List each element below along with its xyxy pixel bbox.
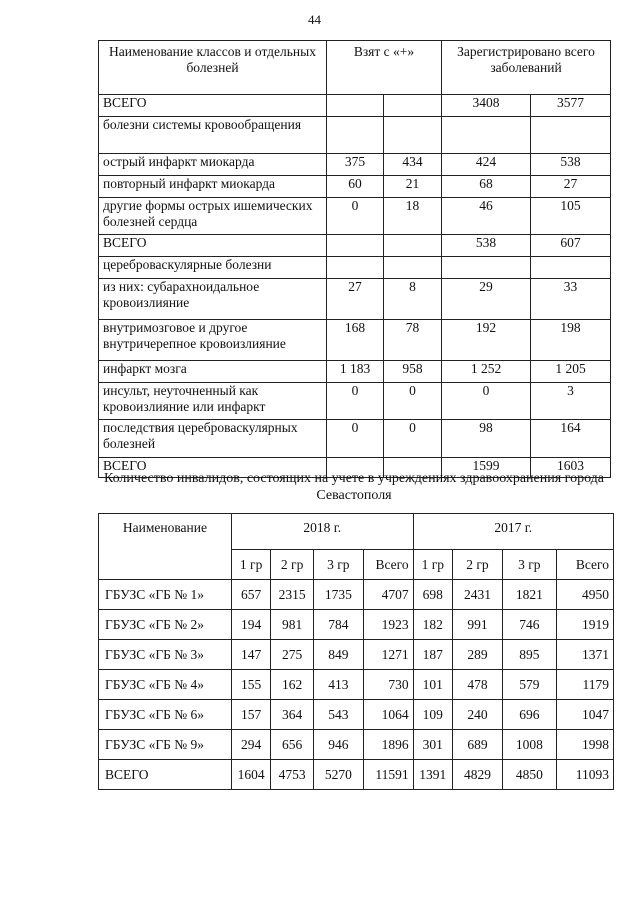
value-cell: 162 (271, 670, 314, 700)
taken-value-cell: 0 (327, 198, 384, 235)
table-row (99, 610, 614, 640)
header-year-2018: 2018 г. (231, 514, 413, 550)
value-cell: 1271 (363, 640, 413, 670)
registered-value-cell: 538 (531, 154, 611, 176)
value-cell: 689 (453, 730, 503, 760)
value-cell: 579 (502, 670, 556, 700)
taken-value-cell: 78 (384, 320, 442, 361)
value-cell: 5270 (313, 760, 363, 790)
taken-value-cell: 375 (327, 154, 384, 176)
taken-value-cell: 8 (384, 279, 442, 320)
value-cell: 187 (413, 640, 452, 670)
taken-value-cell (384, 257, 442, 279)
value-cell: 101 (413, 670, 452, 700)
taken-value-cell: 0 (384, 383, 442, 420)
table-row (99, 257, 611, 279)
value-cell: 1919 (556, 610, 613, 640)
value-cell: 991 (453, 610, 503, 640)
value-cell: 895 (502, 640, 556, 670)
disease-name-cell: другие формы острых ишемических болезней сердца (99, 198, 327, 235)
registered-value-cell: 46 (442, 198, 531, 235)
value-cell: 4950 (556, 580, 613, 610)
value-cell: 157 (231, 700, 270, 730)
registered-value-cell (442, 117, 531, 154)
value-cell: 155 (231, 670, 270, 700)
value-cell: 1008 (502, 730, 556, 760)
registered-value-cell: 424 (442, 154, 531, 176)
table-row (99, 670, 614, 700)
header-name: Наименование (99, 514, 232, 580)
disease-name-cell: ВСЕГО (99, 235, 327, 257)
registered-value-cell: 192 (442, 320, 531, 361)
value-cell: 1391 (413, 760, 452, 790)
disease-name-cell: инсульт, неуточненный как кровоизлияние или инфаркт (99, 383, 327, 420)
table-row (99, 420, 611, 458)
disease-name-cell: болезни системы кровообращения (99, 117, 327, 154)
header-disease-name: Наименование классов и отдельных болезней (99, 41, 327, 95)
value-cell: 2315 (271, 580, 314, 610)
value-cell: 1179 (556, 670, 613, 700)
subheader-cell: 3 гр (313, 550, 363, 580)
value-cell: 194 (231, 610, 270, 640)
table-row (99, 198, 611, 235)
taken-value-cell (327, 257, 384, 279)
header-year-2017: 2017 г. (413, 514, 613, 550)
value-cell: 301 (413, 730, 452, 760)
value-cell: 656 (271, 730, 314, 760)
value-cell: 1998 (556, 730, 613, 760)
subheader-cell: Всего (363, 550, 413, 580)
value-cell: 147 (231, 640, 270, 670)
table-row (99, 279, 611, 320)
taken-value-cell (384, 117, 442, 154)
taken-value-cell (327, 117, 384, 154)
table-row (99, 176, 611, 198)
taken-value-cell: 21 (384, 176, 442, 198)
registered-value-cell (442, 257, 531, 279)
registered-value-cell: 164 (531, 420, 611, 458)
value-cell: 543 (313, 700, 363, 730)
value-cell: 109 (413, 700, 452, 730)
disease-name-cell: острый инфаркт миокарда (99, 154, 327, 176)
disabled-persons-table (98, 513, 614, 790)
taken-value-cell: 60 (327, 176, 384, 198)
value-cell: 275 (271, 640, 314, 670)
registered-value-cell: 1603 (531, 458, 611, 478)
registered-value-cell: 1 205 (531, 361, 611, 383)
value-cell: 1923 (363, 610, 413, 640)
value-cell: 240 (453, 700, 503, 730)
subheader-cell: 1 гр (413, 550, 452, 580)
table-row (99, 235, 611, 257)
value-cell: 11093 (556, 760, 613, 790)
registered-value-cell (531, 257, 611, 279)
hospital-name-cell: ГБУЗС «ГБ № 1» (99, 580, 232, 610)
value-cell: 981 (271, 610, 314, 640)
table-header-row (99, 41, 611, 95)
value-cell: 4829 (453, 760, 503, 790)
registered-value-cell: 29 (442, 279, 531, 320)
header-taken: Взят с «+» (327, 41, 442, 95)
value-cell: 364 (271, 700, 314, 730)
table-caption: Количество инвалидов, состоящих на учете в учреждениях здравоохранения города Севастополя (103, 471, 605, 503)
taken-value-cell: 958 (384, 361, 442, 383)
value-cell: 4707 (363, 580, 413, 610)
registered-value-cell: 0 (442, 383, 531, 420)
subheader-cell: 2 гр (453, 550, 503, 580)
value-cell: 657 (231, 580, 270, 610)
subheader-cell: Всего (556, 550, 613, 580)
value-cell: 413 (313, 670, 363, 700)
value-cell: 289 (453, 640, 503, 670)
table-row (99, 117, 611, 154)
registered-value-cell: 198 (531, 320, 611, 361)
table-row (99, 154, 611, 176)
value-cell: 784 (313, 610, 363, 640)
disease-name-cell: инфаркт мозга (99, 361, 327, 383)
table-row (99, 361, 611, 383)
table-year-row (99, 514, 614, 550)
registered-value-cell: 68 (442, 176, 531, 198)
disease-name-cell: ВСЕГО (99, 458, 327, 478)
taken-value-cell (384, 235, 442, 257)
hospital-name-cell: ГБУЗС «ГБ № 3» (99, 640, 232, 670)
registered-value-cell: 98 (442, 420, 531, 458)
disease-name-cell: внутримозговое и другое внутричерепное кровоизлияние (99, 320, 327, 361)
value-cell: 746 (502, 610, 556, 640)
taken-value-cell: 1 183 (327, 361, 384, 383)
value-cell: 4850 (502, 760, 556, 790)
taken-value-cell: 0 (327, 383, 384, 420)
table-row (99, 700, 614, 730)
value-cell: 696 (502, 700, 556, 730)
subheader-cell: 1 гр (231, 550, 270, 580)
table-row (99, 320, 611, 361)
registered-value-cell: 33 (531, 279, 611, 320)
table-row (99, 95, 611, 117)
taken-value-cell: 0 (327, 420, 384, 458)
taken-value-cell (327, 95, 384, 117)
disease-name-cell: цереброваскулярные болезни (99, 257, 327, 279)
taken-value-cell: 27 (327, 279, 384, 320)
taken-value-cell: 168 (327, 320, 384, 361)
value-cell: 698 (413, 580, 452, 610)
value-cell: 849 (313, 640, 363, 670)
table-row (99, 760, 614, 790)
header-registered: Зарегистрировано всего заболеваний (442, 41, 611, 95)
table-row (99, 640, 614, 670)
disease-name-cell: ВСЕГО (99, 95, 327, 117)
disease-name-cell: последствия цереброваскулярных болезней (99, 420, 327, 458)
disease-name-cell: повторный инфаркт миокарда (99, 176, 327, 198)
value-cell: 946 (313, 730, 363, 760)
registered-value-cell: 3 (531, 383, 611, 420)
hospital-name-cell: ГБУЗС «ГБ № 4» (99, 670, 232, 700)
value-cell: 730 (363, 670, 413, 700)
value-cell: 1064 (363, 700, 413, 730)
value-cell: 2431 (453, 580, 503, 610)
value-cell: 1371 (556, 640, 613, 670)
value-cell: 1047 (556, 700, 613, 730)
value-cell: 11591 (363, 760, 413, 790)
taken-value-cell: 434 (384, 154, 442, 176)
table-row (99, 383, 611, 420)
taken-value-cell: 0 (384, 420, 442, 458)
registered-value-cell: 3408 (442, 95, 531, 117)
value-cell: 1735 (313, 580, 363, 610)
registered-value-cell: 105 (531, 198, 611, 235)
hospital-name-cell: ГБУЗС «ГБ № 6» (99, 700, 232, 730)
value-cell: 1821 (502, 580, 556, 610)
registered-value-cell: 538 (442, 235, 531, 257)
registered-value-cell: 3577 (531, 95, 611, 117)
hospital-name-cell: ВСЕГО (99, 760, 232, 790)
taken-value-cell: 18 (384, 198, 442, 235)
taken-value-cell (327, 235, 384, 257)
value-cell: 182 (413, 610, 452, 640)
registered-value-cell: 607 (531, 235, 611, 257)
page-number: 44 (308, 12, 321, 27)
value-cell: 294 (231, 730, 270, 760)
table-row (99, 580, 614, 610)
registered-value-cell: 27 (531, 176, 611, 198)
subheader-cell: 3 гр (502, 550, 556, 580)
value-cell: 1896 (363, 730, 413, 760)
taken-value-cell (384, 95, 442, 117)
diseases-table (98, 40, 611, 478)
subheader-cell: 2 гр (271, 550, 314, 580)
hospital-name-cell: ГБУЗС «ГБ № 2» (99, 610, 232, 640)
table-row (99, 730, 614, 760)
value-cell: 4753 (271, 760, 314, 790)
hospital-name-cell: ГБУЗС «ГБ № 9» (99, 730, 232, 760)
registered-value-cell: 1599 (442, 458, 531, 478)
value-cell: 1604 (231, 760, 270, 790)
disease-name-cell: из них: субарахноидальное кровоизлияние (99, 279, 327, 320)
value-cell: 478 (453, 670, 503, 700)
registered-value-cell (531, 117, 611, 154)
registered-value-cell: 1 252 (442, 361, 531, 383)
